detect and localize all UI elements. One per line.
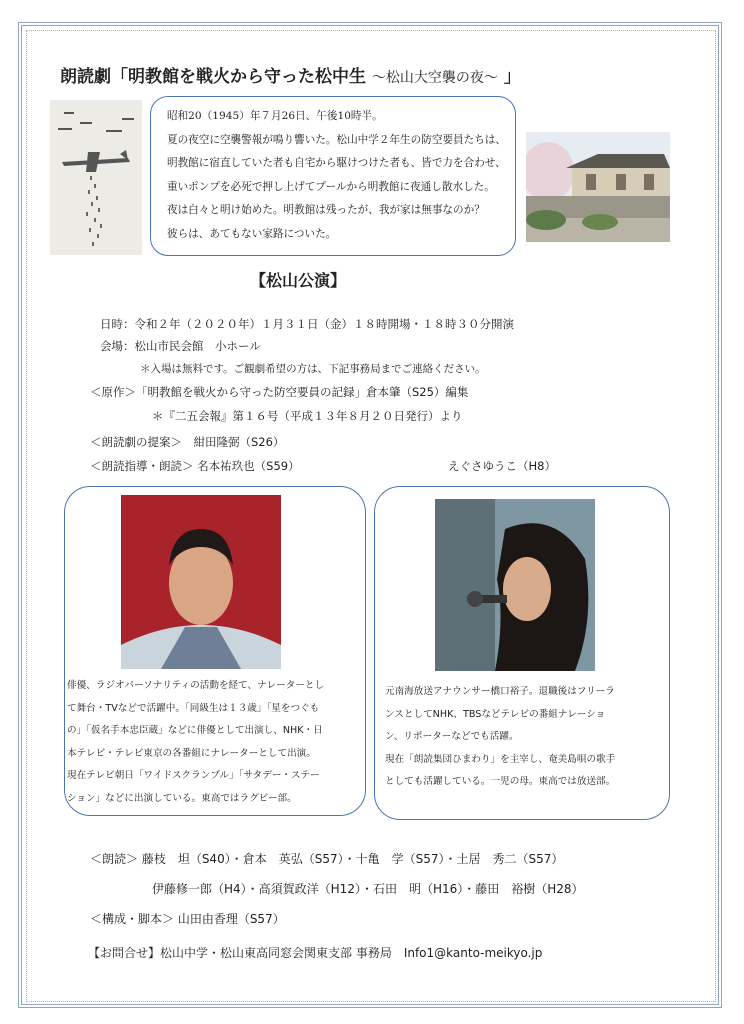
bio-left-line: の」「仮名手本忠臣蔵」などに俳優として出演し、NHK・日 [67,725,323,736]
cast-line-1: ＜朗読＞ 藤枝 坦（S40）・倉本 英弘（S57）・十亀 学（S57）・土居 秀二（S57） [90,852,564,866]
portrait-photo-left [121,495,281,669]
flyer-title [60,62,700,87]
building-illustration [526,132,670,242]
profile-card-left [64,486,366,816]
story-line: 彼らは、あてもない家路についた。 [167,227,337,240]
contact-info: 【お問合せ】松山中学・松山東高同窓会関東支部 事務局 Info1@kanto-meikyo.jp [88,946,543,960]
bio-left-line: て舞台・TVなどで活躍中。「同級生は１３歳」「星をつぐも [67,702,320,714]
story-box [150,96,516,256]
event-original: ＜原作＞「明教館を戦火から守った防空要員の記録」倉本肇（S25）編集 [90,385,469,399]
event-note: ＊入場は無料です。ご観劇希望の方は、下記事務局までご連絡ください。 [140,363,486,375]
event-datetime: 日時：令和２年（２０２０年）１月３１日（金）１８時開場・１８時３０分開演 [100,317,514,331]
story-line: 夜は白々と明け始めた。明教館は残ったが、我が家は無事なのか？ [167,204,485,216]
portrait-photo-right [435,499,595,671]
bio-right [385,681,615,794]
title-close: 」 [503,67,521,87]
story-line: 明教館に宿直していた者も自宅から駆けつけた者も、皆で力を合わせ、 [167,157,506,169]
bio-right-line: ンスとしてNHK、TBSなどテレビの番組ナレーショ [385,708,606,720]
title-subtitle: ～松山大空襲の夜～ [371,70,498,86]
bomber-photo [50,100,142,255]
meikyokan-building-photo [526,132,670,242]
bio-right-line: としても活躍している。一児の母。東高では放送部。 [385,776,616,787]
event-proposal: ＜朗読劇の提案＞ 紺田隆弼（S26） [90,435,285,449]
story-line: 重いポンプを必死で押し上げてプールから明教館に夜通し散水した。 [167,180,495,193]
cast-script: ＜構成・脚本＞ 山田由香理（S57） [90,912,285,926]
portrait-left-illustration [121,495,281,669]
event-director: ＜朗読指導・朗読＞ 名本祐玖也（S59） [90,459,300,473]
section-title: 【松山公演】 [250,271,347,290]
bio-left-line: ション」などに出演している。東高ではラグビー部。 [67,792,297,804]
story-line: 夏の夜空に空襲警報が鳴り響いた。松山中学２年生の防空要員たちは、 [167,133,506,146]
bio-right-line: ン、リポーターなどでも活躍。 [385,731,519,742]
cast-line-2: 伊藤修一郎（H4）・高須賀政洋（H12）・石田 明（H16）・藤田 裕樹（H28） [152,882,584,896]
bio-right-line: 現在「朗読集団ひまわり」を主宰し、奄美島唄の歌手 [385,753,616,765]
bio-left-line: 現在テレビ朝日「ワイドスクランブル」「サタデー・ステー [67,770,320,781]
bomber-illustration [50,100,142,255]
profile-card-right [374,486,670,820]
event-venue: 会場：松山市民会館 小ホール [100,339,261,353]
bio-left-line: 俳優、ラジオパーソナリティの活動を経て、ナレーターとし [67,680,325,691]
story-line: 昭和20（1945）年７月26日、午後10時半。 [167,110,383,122]
portrait-right-illustration [435,499,595,671]
bio-left [67,675,324,810]
bio-left-line: 本テレビ・テレビ東京の各番組にナレーターとして出演。 [67,747,316,759]
event-source: ＊『二五会報』第１６号（平成１３年８月２０日発行）より [152,409,463,423]
title-main: 朗読劇「明教館を戦火から守った松中生 [60,67,366,87]
bio-right-line: 元南海放送アナウンサー橋口裕子。退職後はフリーラ [385,686,615,697]
event-singer: えぐさゆうこ（H8） [448,459,556,473]
